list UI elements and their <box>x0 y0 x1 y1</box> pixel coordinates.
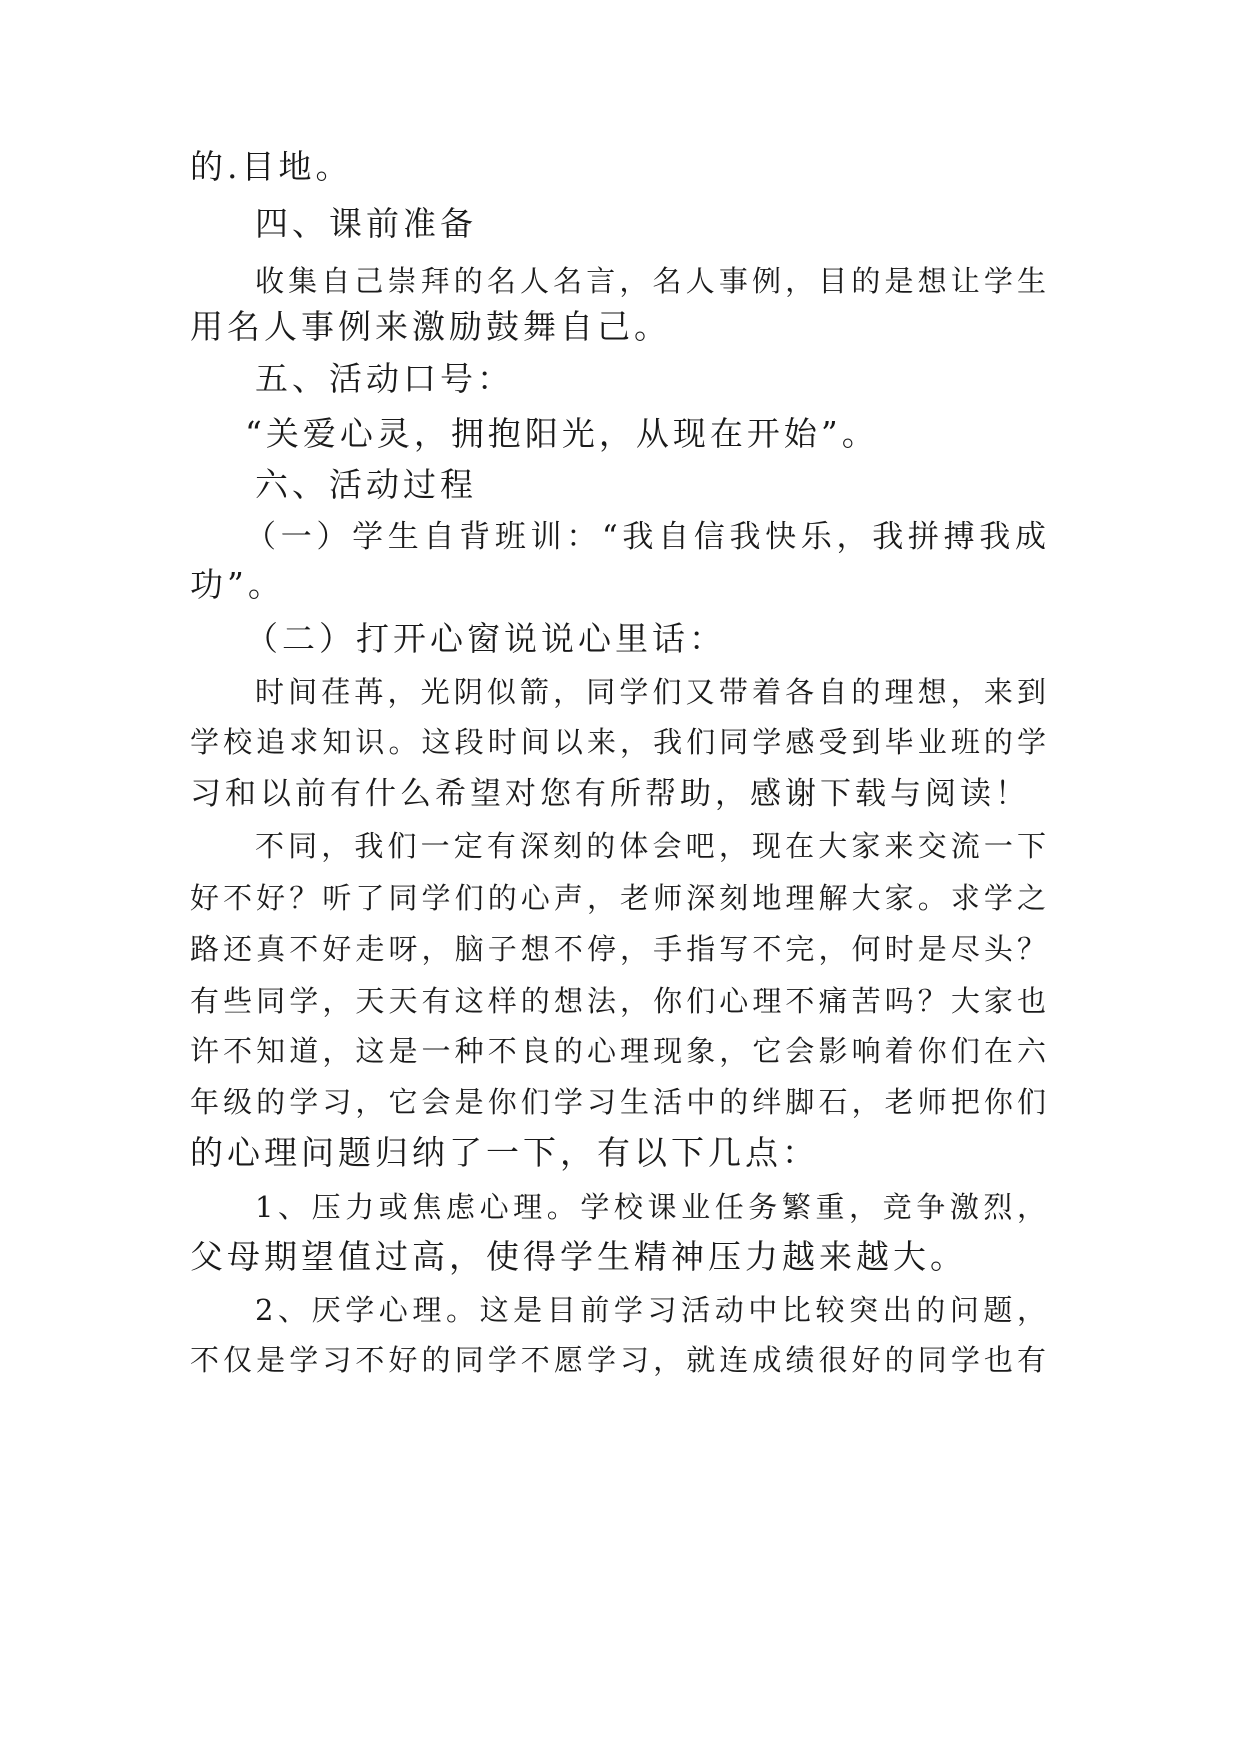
section-heading: 六、活动过程 <box>255 465 477 504</box>
text-line: 习和以前有什么希望对您有所帮助，感谢下载与阅读！ <box>190 776 1030 812</box>
text-line: 年级的学习，它会是你们学习生活中的绊脚石，老师把你们 <box>190 1085 1050 1119</box>
list-item: 1、压力或焦虑心理。学校课业任务繁重，竞争激烈， <box>255 1190 1050 1224</box>
text-line: 不同，我们一定有深刻的体会吧，现在大家来交流一下 <box>255 829 1050 863</box>
text-line: 收集自己崇拜的名人名言，名人事例，目的是想让学生 <box>255 264 1050 298</box>
text-line: 许不知道，这是一种不良的心理现象，它会影响着你们在六 <box>190 1034 1050 1068</box>
text-line: 学校追求知识。这段时间以来，我们同学感受到毕业班的学 <box>190 725 1050 759</box>
text-line: 的心理问题归纳了一下，有以下几点： <box>190 1133 819 1172</box>
text-line: （一）学生自背班训：“我自信我快乐，我拼搏我成 <box>245 519 1050 555</box>
text-line: 路还真不好走呀，脑子想不停，手指写不完，何时是尽头？ <box>190 932 1050 966</box>
text-line: “关爱心灵，拥抱阳光，从现在开始”。 <box>245 414 879 453</box>
text-line: 的.目地。 <box>190 147 353 186</box>
subsection-heading: （二）打开心窗说说心里话： <box>245 619 726 658</box>
text-line: 功”。 <box>190 565 285 604</box>
text-line: 不仅是学习不好的同学不愿学习，就连成绩很好的同学也有 <box>190 1343 1050 1377</box>
text-line: 时间荏苒，光阴似箭，同学们又带着各自的理想，来到 <box>255 675 1050 709</box>
section-heading: 四、课前准备 <box>255 204 477 243</box>
list-item: 2、厌学心理。这是目前学习活动中比较突出的问题， <box>255 1293 1050 1327</box>
text-line: 用名人事例来激励鼓舞自己。 <box>190 307 671 346</box>
section-heading: 五、活动口号： <box>255 359 514 398</box>
text-line: 父母期望值过高，使得学生精神压力越来越大。 <box>190 1237 967 1276</box>
text-line: 有些同学，天天有这样的想法，你们心理不痛苦吗？大家也 <box>190 984 1050 1018</box>
text-line: 好不好？听了同学们的心声，老师深刻地理解大家。求学之 <box>190 881 1050 915</box>
